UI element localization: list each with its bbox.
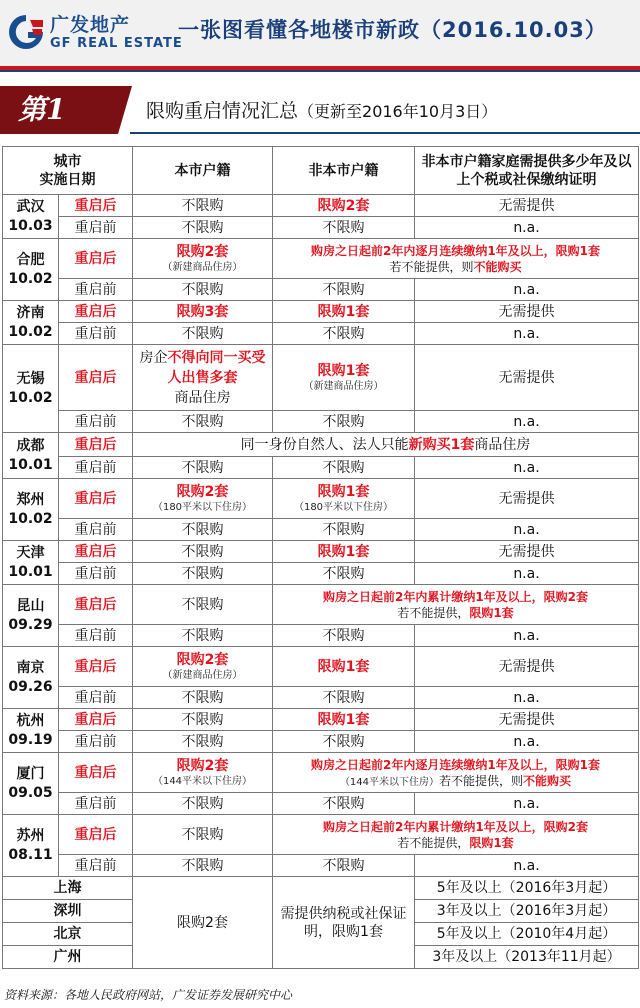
local-policy: 不限购: [133, 709, 273, 731]
phase-before: 重启前: [59, 323, 133, 345]
phase-before: 重启前: [59, 563, 133, 585]
phase-after: 重启后: [59, 753, 133, 793]
merged-proof: [273, 815, 639, 855]
proof-fallback-text: 若不能提供，则: [439, 773, 524, 788]
proof-fallback: [275, 259, 636, 275]
local-policy: 不限购: [133, 563, 273, 585]
table-row: [3, 411, 639, 433]
phase-before: 重启前: [59, 731, 133, 753]
table-row: [3, 687, 639, 709]
nonlocal-limit: 限购1套: [317, 484, 370, 500]
proof-fallback-result: 限购1套: [469, 835, 514, 850]
proof-condition: 购房之日起前2年内逐月连续缴纳1年及以上，限购1套: [310, 243, 601, 258]
proof-requirement: 无需提供: [415, 301, 639, 323]
page-header: [0, 0, 640, 66]
proof-requirement: n.a.: [415, 793, 639, 815]
city-name: 厦门: [16, 765, 45, 782]
policy-table: [2, 146, 639, 969]
local-policy: 不限购: [133, 625, 273, 647]
section-update-date: （更新至2016年10月3日）: [298, 102, 498, 121]
local-policy: 不限购: [133, 217, 273, 239]
phase-before: 重启前: [59, 411, 133, 433]
local-policy: 不限购: [133, 323, 273, 345]
proof-fallback-text: 若不能提供，则: [389, 259, 474, 274]
city-name: 广州: [3, 946, 133, 969]
phase-before: 重启前: [59, 519, 133, 541]
local-policy: 不限购: [133, 585, 273, 625]
phase-before: 重启前: [59, 217, 133, 239]
local-limit: 限购2套: [176, 652, 229, 668]
local-limit-note: （新建商品住房）: [162, 670, 243, 681]
proof-requirement: 无需提供: [415, 647, 639, 687]
nonlocal-policy: 限购2套: [273, 195, 415, 217]
local-policy: [133, 239, 273, 279]
table-header-row: [3, 147, 639, 195]
table-row: [3, 753, 639, 793]
city-name: 深圳: [3, 900, 133, 923]
merged-proof: [273, 753, 639, 793]
city-cell: [3, 753, 59, 815]
phase-after: 重启后: [59, 301, 133, 323]
table-row: [3, 541, 639, 563]
nonlocal-policy: 不限购: [273, 279, 415, 301]
proof-requirement: n.a.: [415, 457, 639, 479]
local-policy: 不限购: [133, 279, 273, 301]
proof-requirement: 无需提供: [415, 195, 639, 217]
local-policy: 不限购: [133, 541, 273, 563]
table-row: [3, 625, 639, 647]
proof-requirement: 3年及以上（2016年3月起）: [415, 900, 639, 923]
nonlocal-policy: 不限购: [273, 793, 415, 815]
city-name: 杭州: [16, 712, 45, 729]
proof-fallback: [275, 605, 636, 621]
source-footnote: 资料来源：各地人民政府网站，广发证券发展研究中心: [4, 988, 293, 1002]
nonlocal-policy: 不限购: [273, 625, 415, 647]
section-title-text: 限购重启情况汇总: [146, 100, 299, 122]
table-row: [3, 457, 639, 479]
city-name: 北京: [3, 923, 133, 946]
nonlocal-policy: 限购1套: [273, 301, 415, 323]
proof-requirement: 5年及以上（2016年3月起）: [415, 877, 639, 900]
local-policy: 不限购: [133, 815, 273, 855]
section-underline: [130, 132, 640, 134]
city-date: 08.11: [8, 846, 53, 863]
city-date: 10.01: [8, 563, 53, 580]
nonlocal-policy: [273, 345, 415, 411]
phase-before: 重启前: [59, 855, 133, 877]
local-limit-note: （144平米以下住房）: [152, 776, 253, 787]
phase-before: 重启前: [59, 279, 133, 301]
merged-proof: [273, 239, 639, 279]
proof-requirement: n.a.: [415, 217, 639, 239]
header-nonlocal: 非本市户籍: [273, 147, 415, 195]
section-title: [146, 96, 497, 123]
city-cell: [3, 815, 59, 877]
local-limit: 限购2套: [176, 758, 229, 774]
city-name: 济南: [16, 304, 45, 321]
header-divider-blue: [0, 70, 640, 72]
merged-proof: [273, 585, 639, 625]
proof-condition: 购房之日起前2年内累计缴纳1年及以上，限购2套: [322, 589, 589, 604]
nonlocal-policy: 限购1套: [273, 647, 415, 687]
phase-before: 重启前: [59, 793, 133, 815]
proof-requirement: n.a.: [415, 687, 639, 709]
city-name: 上海: [3, 877, 133, 900]
proof-requirement: 5年及以上（2010年4月起）: [415, 923, 639, 946]
phase-before: 重启前: [59, 687, 133, 709]
table-row: [3, 301, 639, 323]
proof-requirement: n.a.: [415, 855, 639, 877]
table-row: [3, 709, 639, 731]
city-name: 昆山: [16, 597, 45, 614]
phase-after: 重启后: [59, 585, 133, 625]
table-row: [3, 815, 639, 855]
city-cell: [3, 709, 59, 753]
phase-after: 重启后: [59, 345, 133, 411]
merged-policy-a: 同一身份自然人、法人只能: [240, 436, 409, 453]
local-policy: 不限购: [133, 519, 273, 541]
merged-policy-b: 新购买1套: [408, 436, 475, 453]
local-limit: 限购2套: [176, 244, 229, 260]
proof-fallback-result: 不能购买: [473, 259, 522, 274]
nonlocal-policy: 不限购: [273, 217, 415, 239]
city-name: 成都: [16, 437, 45, 454]
table-row: [3, 195, 639, 217]
city-cell: [3, 239, 59, 301]
nonlocal-policy: 不限购: [273, 411, 415, 433]
nonlocal-limit: 限购1套: [317, 363, 370, 379]
nonlocal-policy: 限购1套: [273, 541, 415, 563]
nonlocal-limit-note: （180平米以下住房）: [293, 502, 394, 513]
city-name: 天津: [16, 544, 45, 561]
city-cell: [3, 541, 59, 585]
nonlocal-policy: [273, 479, 415, 519]
local-policy-text-b: 不得向同一买受人出售多套: [167, 349, 266, 386]
merged-policy: [133, 433, 639, 457]
city-date: 09.26: [8, 678, 53, 695]
local-policy: [133, 479, 273, 519]
phase-before: 重启前: [59, 625, 133, 647]
city-date: 10.02: [8, 389, 53, 406]
nonlocal-policy: 不限购: [273, 519, 415, 541]
table-row: [3, 585, 639, 625]
phase-after: 重启后: [59, 239, 133, 279]
local-limit: 限购2套: [176, 484, 229, 500]
city-name: 武汉: [16, 198, 45, 215]
local-policy: [133, 753, 273, 793]
local-policy: 不限购: [133, 793, 273, 815]
phase-before: 重启前: [59, 457, 133, 479]
nonlocal-limit-note: （新建商品住房）: [303, 381, 384, 392]
table-row: [3, 877, 639, 900]
city-cell: [3, 647, 59, 709]
proof-requirement: n.a.: [415, 731, 639, 753]
proof-requirement: 无需提供: [415, 479, 639, 519]
nonlocal-policy: 不限购: [273, 457, 415, 479]
city-cell: [3, 345, 59, 433]
table-row: [3, 239, 639, 279]
nonlocal-policy: 不限购: [273, 855, 415, 877]
table-row: [3, 647, 639, 687]
city-name: 苏州: [16, 827, 45, 844]
proof-requirement: n.a.: [415, 519, 639, 541]
nonlocal-policy: 不限购: [273, 731, 415, 753]
phase-after: 重启后: [59, 433, 133, 457]
logo-english-name: GF REAL ESTATE: [50, 36, 183, 51]
table-row: [3, 519, 639, 541]
local-policy: 限购2套: [133, 877, 273, 969]
city-date: 09.19: [8, 731, 53, 748]
table-row: [3, 479, 639, 519]
table-row: [3, 563, 639, 585]
city-name: 南京: [16, 659, 45, 676]
local-policy: 不限购: [133, 687, 273, 709]
proof-fallback: [275, 835, 636, 851]
phase-after: 重启后: [59, 195, 133, 217]
header-local: 本市户籍: [133, 147, 273, 195]
nonlocal-policy: 需提供纳税或社保证明，限购1套: [273, 877, 415, 969]
proof-requirement: n.a.: [415, 323, 639, 345]
merged-policy-c: 商品住房: [474, 436, 531, 453]
proof-requirement: n.a.: [415, 279, 639, 301]
proof-condition: 购房之日起前2年内逐月连续缴纳1年及以上，限购1套: [310, 757, 601, 772]
city-cell: [3, 195, 59, 239]
proof-fallback-text: 若不能提供，: [397, 605, 470, 620]
section-heading: [0, 86, 640, 134]
proof-requirement: 3年及以上（2013年11月起）: [415, 946, 639, 969]
local-policy: 不限购: [133, 855, 273, 877]
local-policy-text-a: 房企: [139, 349, 168, 366]
local-policy: [133, 647, 273, 687]
nonlocal-policy: 限购1套: [273, 709, 415, 731]
local-limit-note: （新建商品住房）: [162, 262, 243, 273]
table-row: [3, 279, 639, 301]
table-row: [3, 433, 639, 457]
section-number-badge: 第1: [0, 86, 118, 134]
nonlocal-policy: 不限购: [273, 563, 415, 585]
proof-size-note: （144平米以下住房）: [339, 776, 440, 788]
proof-requirement: n.a.: [415, 625, 639, 647]
phase-after: 重启后: [59, 815, 133, 855]
local-policy: 不限购: [133, 411, 273, 433]
local-policy: 不限购: [133, 195, 273, 217]
header-city-date: 城市 实施日期: [3, 147, 133, 195]
company-logo: [6, 8, 183, 60]
city-cell: [3, 433, 59, 479]
proof-requirement: 无需提供: [415, 541, 639, 563]
proof-requirement: n.a.: [415, 563, 639, 585]
phase-after: 重启后: [59, 709, 133, 731]
proof-fallback-text: 若不能提供，: [397, 835, 470, 850]
table-row: [3, 323, 639, 345]
proof-requirement: 无需提供: [415, 709, 639, 731]
proof-requirement: 无需提供: [415, 345, 639, 411]
city-cell: [3, 585, 59, 647]
city-date: 10.02: [8, 323, 53, 340]
proof-requirement: n.a.: [415, 411, 639, 433]
local-policy-text-c: 商品住房: [174, 389, 231, 406]
gf-logo-icon: [6, 12, 46, 52]
logo-chinese-name: 广发地产: [50, 14, 131, 36]
city-date: 10.02: [8, 510, 53, 527]
city-cell: [3, 479, 59, 541]
city-date: 10.01: [8, 456, 53, 473]
table-row: [3, 217, 639, 239]
header-proof: 非本市户籍家庭需提供多少年及以上个税或社保缴纳证明: [415, 147, 639, 195]
city-date: 09.29: [8, 616, 53, 633]
proof-fallback-result: 限购1套: [469, 605, 514, 620]
local-policy: 限购3套: [133, 301, 273, 323]
phase-after: 重启后: [59, 647, 133, 687]
nonlocal-policy: 不限购: [273, 323, 415, 345]
proof-condition: 购房之日起前2年内累计缴纳1年及以上，限购2套: [322, 819, 589, 834]
city-cell: [3, 301, 59, 345]
page-title: 一张图看懂各地楼市新政（2016.10.03）: [178, 18, 607, 42]
table-row: [3, 793, 639, 815]
city-date: 09.05: [8, 784, 53, 801]
local-policy: [133, 345, 273, 411]
city-name: 合肥: [16, 251, 45, 268]
local-policy: 不限购: [133, 731, 273, 753]
proof-fallback: [275, 773, 636, 789]
phase-after: 重启后: [59, 541, 133, 563]
proof-fallback-result: 不能购买: [523, 773, 572, 788]
local-policy: 不限购: [133, 457, 273, 479]
table-row: [3, 731, 639, 753]
city-date: 10.02: [8, 270, 53, 287]
city-name: 郑州: [16, 491, 45, 508]
nonlocal-policy: 不限购: [273, 687, 415, 709]
local-limit-note: （180平米以下住房）: [152, 502, 253, 513]
table-row: [3, 345, 639, 411]
table-row: [3, 855, 639, 877]
phase-after: 重启后: [59, 479, 133, 519]
city-name: 无锡: [16, 370, 45, 387]
city-date: 10.03: [8, 217, 53, 234]
